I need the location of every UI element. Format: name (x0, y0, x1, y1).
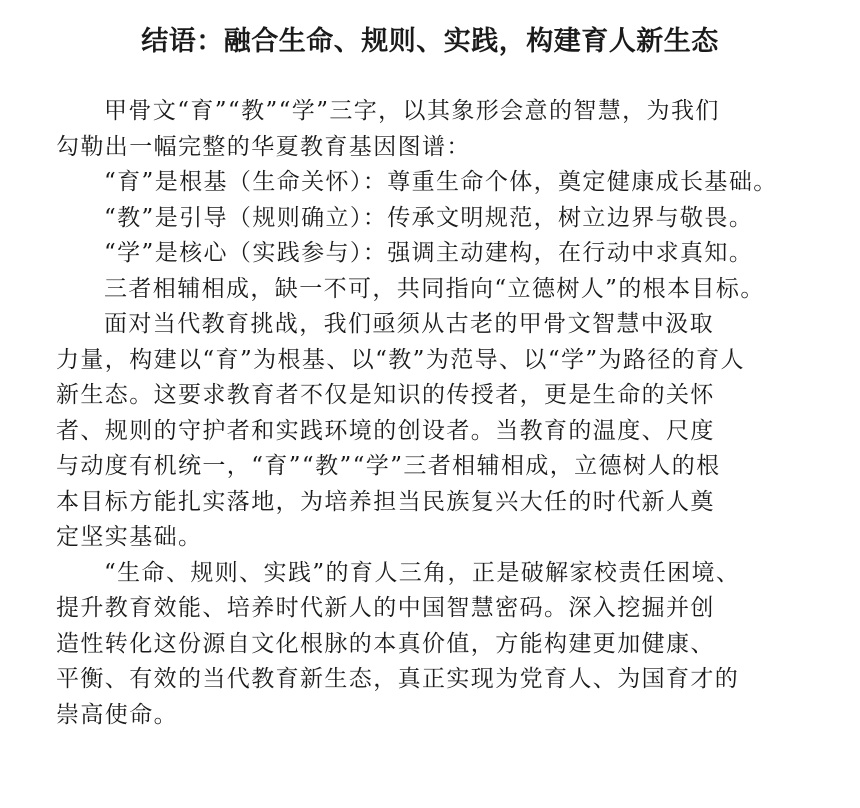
text-line: 本目标方能扎实落地，为培养担当民族复兴大任的时代新人奠 (56, 488, 715, 515)
text-line: 甲骨文“育”“教”“学”三字，以其象形会意的智慧，为我们 (104, 98, 720, 124)
text-line: “育”是根基（生命关怀）：尊重生命个体，奠定健康成长基础。 (104, 169, 778, 195)
text-line: 与动度有机统一，“育”“教”“学”三者相辅相成，立德树人的根 (56, 453, 721, 479)
text-line: 定坚实基础。 (56, 524, 203, 550)
text-line: 平衡、有效的当代教育新生态，真正实现为党育人、为国育才的 (56, 666, 740, 692)
text-line: 提升教育效能、培养时代新人的中国智慧密码。深入挖掘并创 (56, 595, 715, 621)
text-line: 勾勒出一幅完整的华夏教育基因图谱： (56, 133, 471, 160)
text-line: “教”是引导（规则确立）：传承文明规范，树立边界与敬畏。 (104, 204, 754, 231)
section-title: 结语：融合生命、规则、实践，构建育人新生态 (141, 26, 719, 57)
text-line: 者、规则的守护者和实践环境的创设者。当教育的温度、尺度 (56, 417, 715, 444)
text-line: 面对当代教育挑战，我们亟须从古老的甲骨文智慧中汲取 (104, 311, 714, 337)
text-line: 新生态。这要求教育者不仅是知识的传授者，更是生命的关怀 (56, 382, 715, 408)
article-body (56, 94, 816, 733)
text-line: 造性转化这份源自文化根脉的本真价值，方能构建更加健康、 (56, 630, 715, 657)
text-line: “学”是核心（实践参与）：强调主动建构，在行动中求真知。 (104, 240, 754, 266)
text-line: “生命、规则、实践”的育人三角，正是破解家校责任困境、 (104, 559, 741, 586)
text-line: 三者相辅相成，缺一不可，共同指向“立德树人”的根本目标。 (104, 275, 765, 302)
text-line: 崇高使命。 (56, 701, 178, 728)
text-line: 力量，构建以“育”为根基、以“教”为范导、以“学”为路径的育人 (56, 346, 745, 373)
